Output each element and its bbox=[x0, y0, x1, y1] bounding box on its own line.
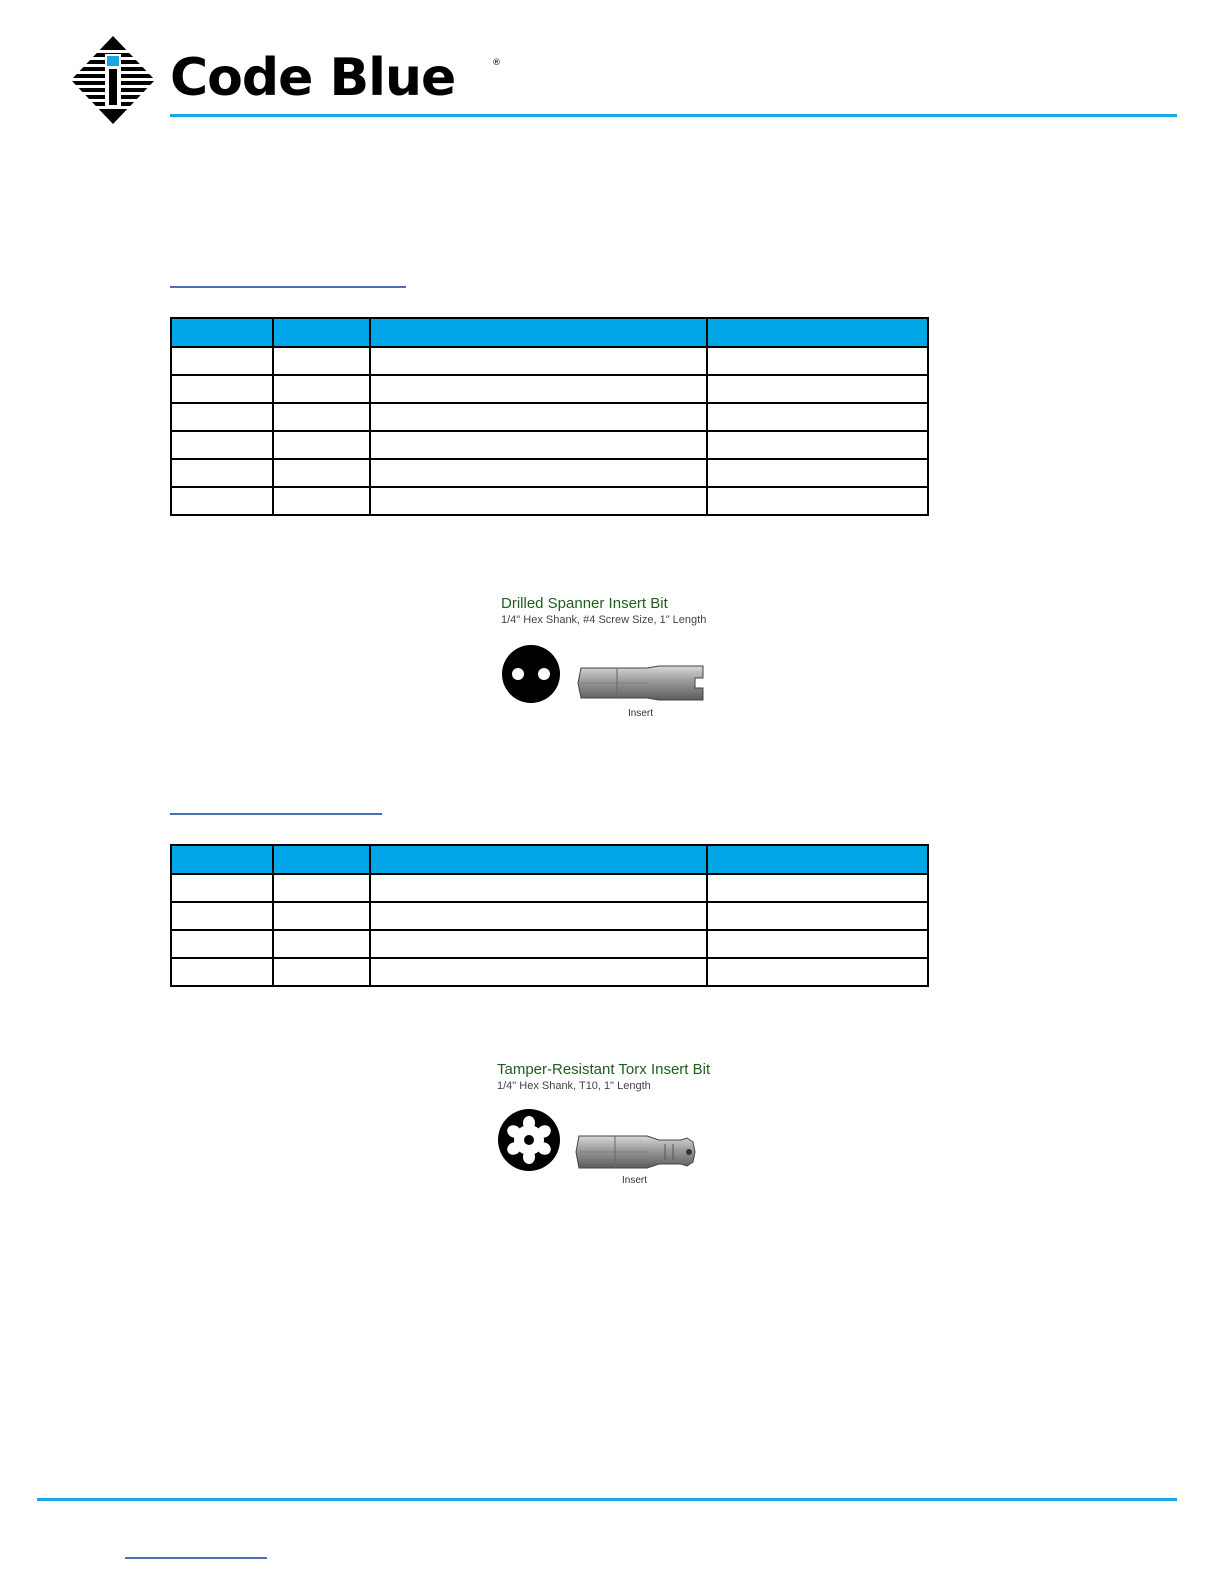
table-row bbox=[171, 347, 928, 375]
table-cell bbox=[707, 431, 928, 459]
table-cell bbox=[370, 902, 707, 930]
column-header bbox=[273, 845, 370, 874]
table-cell bbox=[370, 375, 707, 403]
table-cell bbox=[370, 958, 707, 986]
table-cell bbox=[171, 403, 273, 431]
table-cell bbox=[370, 347, 707, 375]
table-cell bbox=[707, 902, 928, 930]
table-cell bbox=[707, 403, 928, 431]
footer-divider bbox=[37, 1498, 1177, 1501]
table-cell bbox=[370, 930, 707, 958]
spanner-bit-figure bbox=[501, 595, 741, 725]
table-cell bbox=[171, 375, 273, 403]
table-cell bbox=[707, 375, 928, 403]
spanner-parts-table bbox=[170, 317, 929, 516]
column-header bbox=[171, 845, 273, 874]
table-row bbox=[171, 487, 928, 515]
torx-bit-insert-icon bbox=[575, 1132, 699, 1172]
column-header bbox=[707, 318, 928, 347]
table-row bbox=[171, 431, 928, 459]
registered-mark: ® bbox=[492, 58, 501, 68]
table-cell bbox=[370, 874, 707, 902]
table-row bbox=[171, 902, 928, 930]
table-row bbox=[171, 930, 928, 958]
torx-parts-table bbox=[170, 844, 929, 987]
table-header-row bbox=[171, 318, 928, 347]
table-cell bbox=[707, 487, 928, 515]
table-cell bbox=[273, 403, 370, 431]
spanner-section-heading-link[interactable] bbox=[170, 286, 406, 288]
torx-bit-figure bbox=[497, 1061, 747, 1191]
table-cell bbox=[171, 930, 273, 958]
table-row bbox=[171, 958, 928, 986]
header-divider bbox=[170, 114, 1177, 117]
table-cell bbox=[171, 902, 273, 930]
table-cell bbox=[171, 487, 273, 515]
table-cell bbox=[707, 347, 928, 375]
spanner-drive-icon bbox=[501, 644, 561, 704]
code-blue-logo-icon bbox=[71, 36, 155, 124]
torx-section-heading-link[interactable] bbox=[170, 813, 382, 815]
table-cell bbox=[273, 930, 370, 958]
table-header-row bbox=[171, 845, 928, 874]
bit-title: Drilled Spanner Insert Bit bbox=[501, 595, 668, 612]
bit-spec: 1/4" Hex Shank, T10, 1" Length bbox=[497, 1080, 651, 1092]
table-cell bbox=[273, 375, 370, 403]
table-cell bbox=[370, 459, 707, 487]
table-cell bbox=[707, 459, 928, 487]
table-cell bbox=[171, 431, 273, 459]
insert-label: Insert bbox=[622, 1175, 648, 1186]
table-row bbox=[171, 459, 928, 487]
bit-title: Tamper-Resistant Torx Insert Bit bbox=[497, 1061, 711, 1078]
table-cell bbox=[171, 874, 273, 902]
table-cell bbox=[370, 487, 707, 515]
table-cell bbox=[707, 930, 928, 958]
spanner-bit-insert-icon bbox=[577, 664, 707, 704]
table-cell bbox=[171, 459, 273, 487]
footer-link[interactable] bbox=[125, 1557, 267, 1559]
table-cell bbox=[707, 874, 928, 902]
table-cell bbox=[273, 958, 370, 986]
table-cell bbox=[273, 874, 370, 902]
table-cell bbox=[273, 459, 370, 487]
table-cell bbox=[171, 347, 273, 375]
table-cell bbox=[273, 487, 370, 515]
table-cell bbox=[370, 431, 707, 459]
table-cell bbox=[273, 902, 370, 930]
insert-label: Insert bbox=[628, 708, 654, 719]
bit-spec: 1/4" Hex Shank, #4 Screw Size, 1" Length bbox=[501, 614, 707, 626]
table-cell bbox=[707, 958, 928, 986]
torx-drive-icon bbox=[497, 1108, 561, 1172]
table-row bbox=[171, 874, 928, 902]
column-header bbox=[707, 845, 928, 874]
table-row bbox=[171, 403, 928, 431]
column-header bbox=[370, 845, 707, 874]
column-header bbox=[273, 318, 370, 347]
table-cell bbox=[171, 958, 273, 986]
table-cell bbox=[370, 403, 707, 431]
table-row bbox=[171, 375, 928, 403]
column-header bbox=[171, 318, 273, 347]
table-cell bbox=[273, 431, 370, 459]
brand-name: Code Blue bbox=[170, 48, 456, 108]
column-header bbox=[370, 318, 707, 347]
table-cell bbox=[273, 347, 370, 375]
